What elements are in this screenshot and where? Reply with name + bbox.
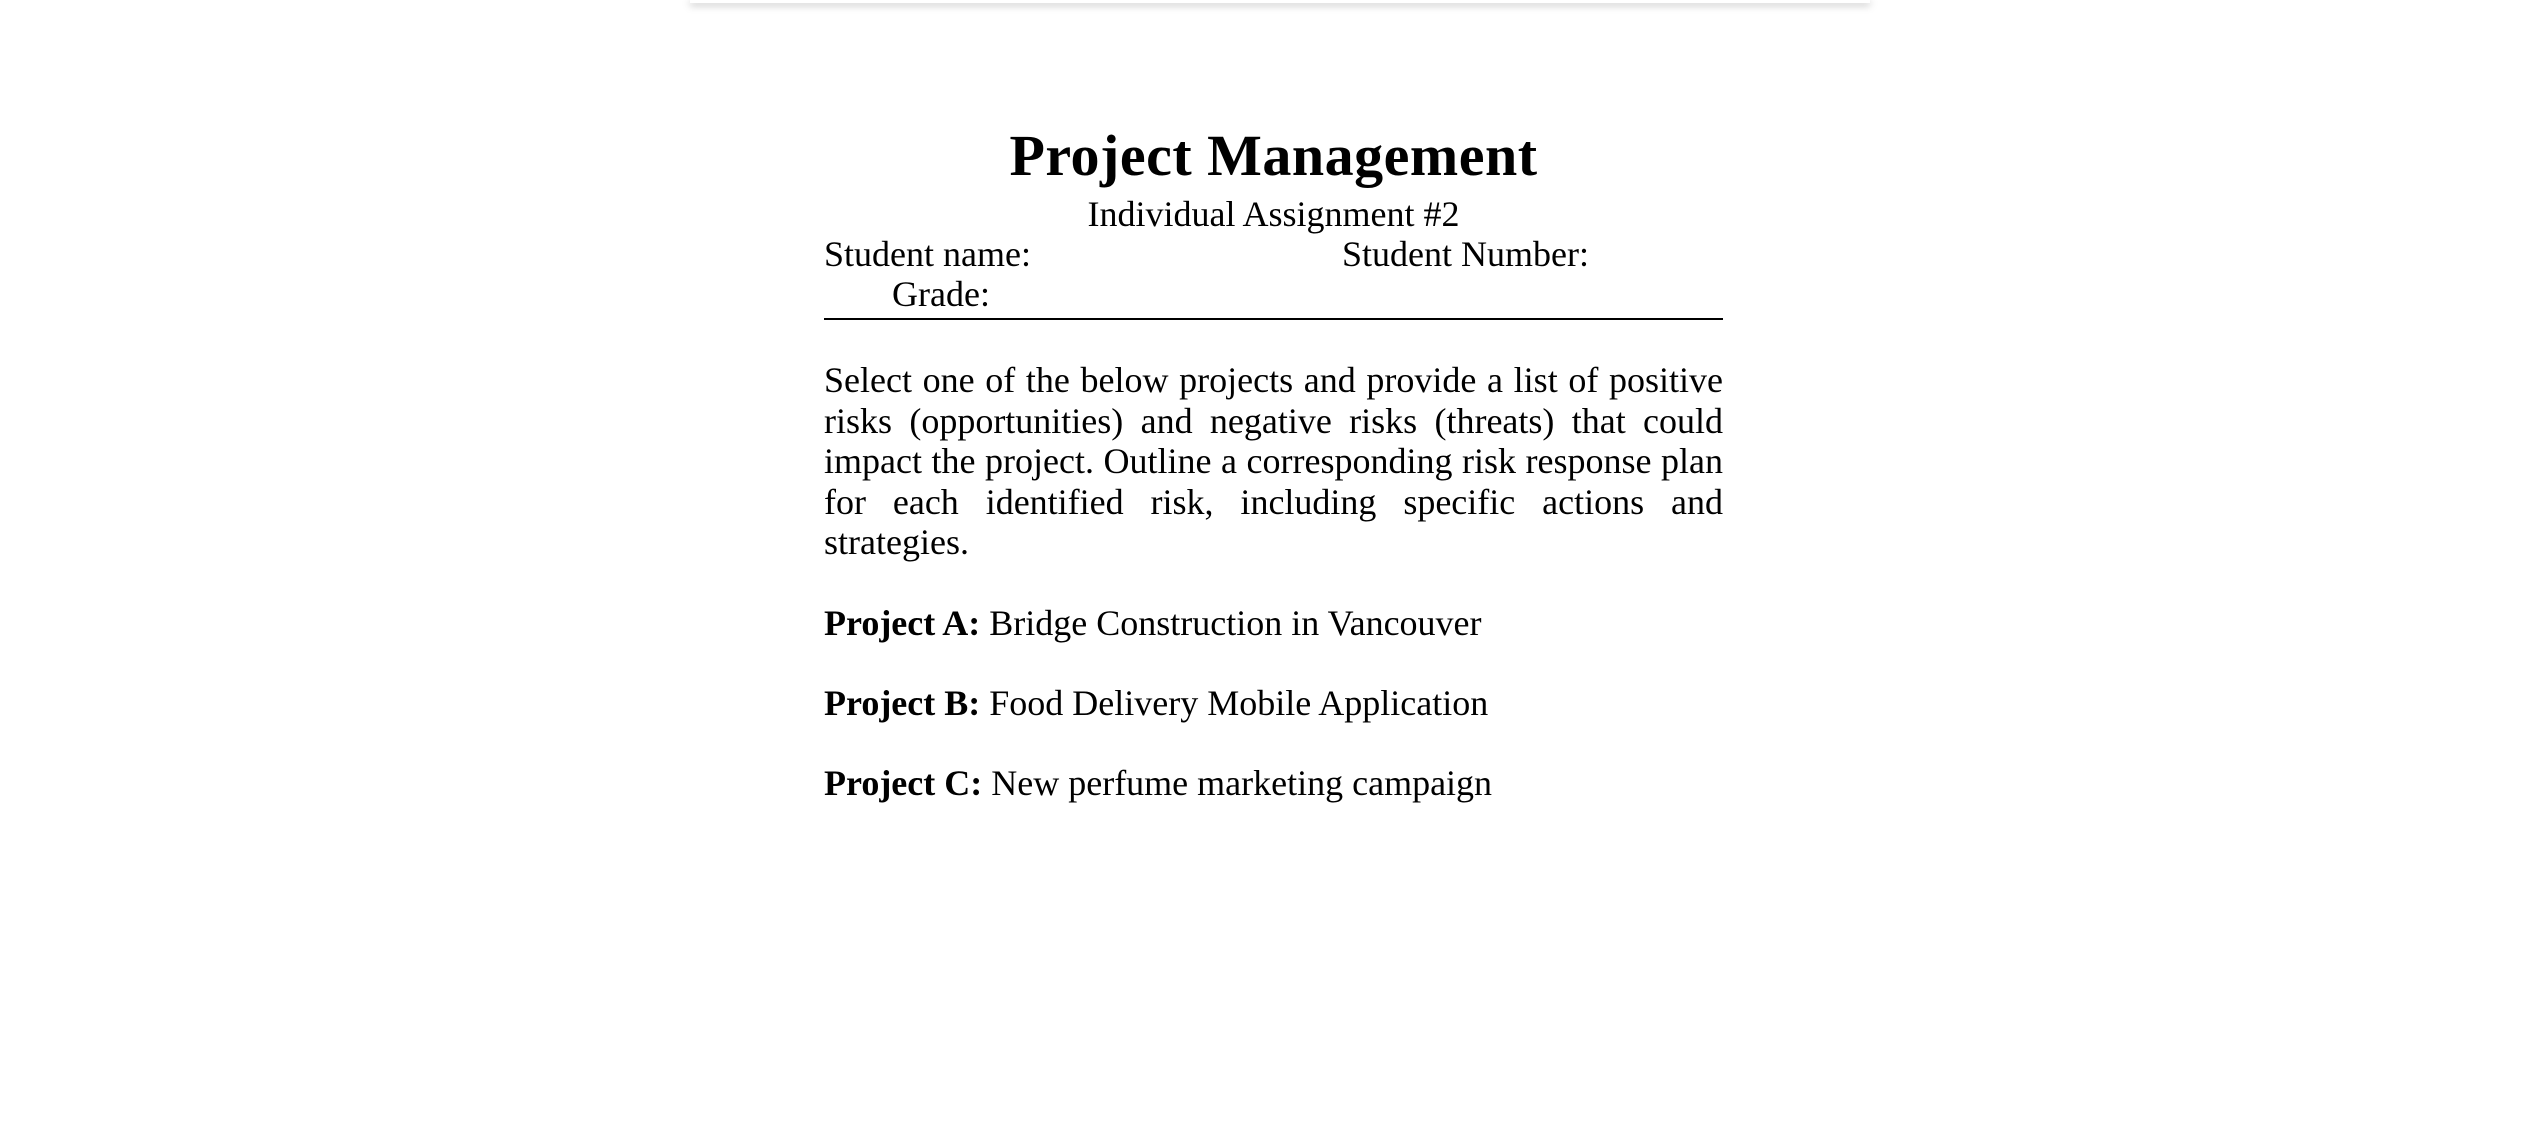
project-b <box>824 683 1723 723</box>
project-a <box>824 603 1723 643</box>
student-info-block <box>824 234 1723 320</box>
project-a-name: Bridge Construction in Vancouver <box>989 602 1482 643</box>
project-b-name: Food Delivery Mobile Application <box>989 682 1489 723</box>
project-c-label: Project C: <box>824 762 983 803</box>
grade-label: Grade: <box>892 274 990 314</box>
page-edge <box>690 0 1870 3</box>
student-number-label: Student Number: <box>1342 234 1589 274</box>
document-title: Project Management <box>1009 123 1538 188</box>
project-c <box>824 763 1723 803</box>
document-page <box>824 118 1723 803</box>
instructions-paragraph: Select one of the below projects and provide a list of positive risks (opportunities) and negative risks (threats) that could impact the project. Outline a corresponding risk response plan for each identified risk, including specific actions and strategies. <box>824 360 1723 562</box>
project-c-name: New perfume marketing campaign <box>991 762 1493 803</box>
document-subtitle: Individual Assignment #2 <box>1087 194 1460 234</box>
project-b-label: Project B: <box>824 682 981 723</box>
student-name-label: Student name: <box>824 234 1031 274</box>
project-a-label: Project A: <box>824 602 981 643</box>
